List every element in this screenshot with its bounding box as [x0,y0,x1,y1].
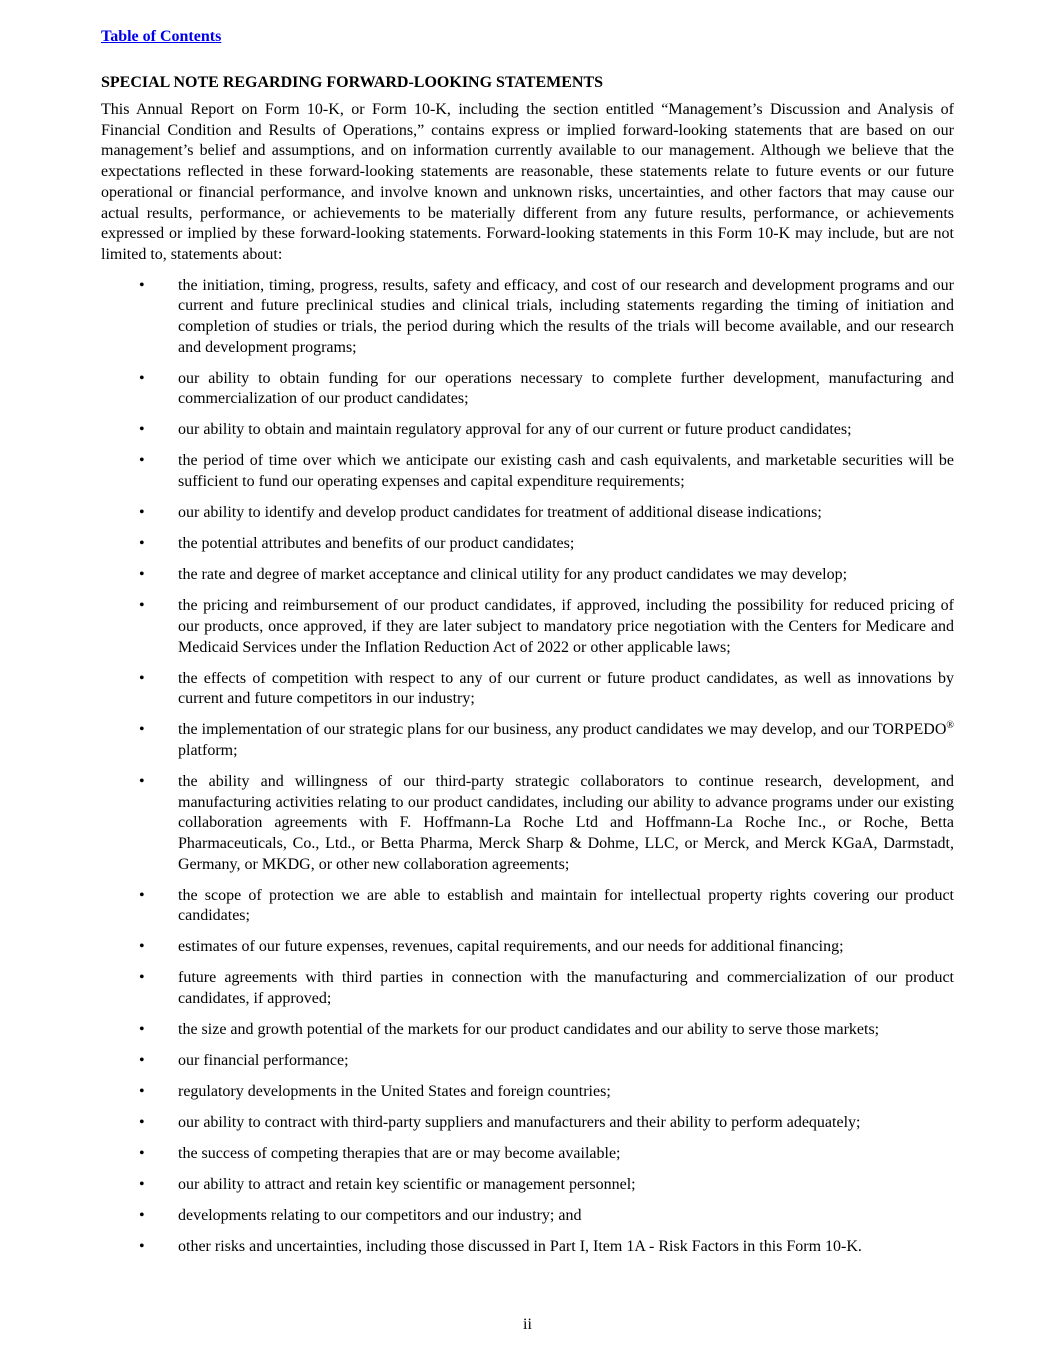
list-item-text: the success of competing therapies that are or may become available; [178,1145,621,1163]
table-of-contents-link[interactable]: Table of Contents [101,28,222,45]
list-item [101,1051,954,1072]
bullet-icon: • [139,1238,145,1256]
bullet-icon: • [139,1207,145,1225]
forward-looking-statements-list [101,276,954,1258]
list-item [101,1144,954,1165]
bullet-icon: • [139,276,145,294]
list-item-text: our ability to attract and retain key scientific or management personnel; [178,1176,636,1194]
list-item [101,968,954,1009]
section-heading: SPECIAL NOTE REGARDING FORWARD-LOOKING STATEMENTS [101,74,604,91]
list-item [101,1175,954,1196]
list-item-text-pre: the implementation of our strategic plans for our business, any product candidates we may develop, and our TORPEDO [178,721,947,739]
list-item [101,937,954,958]
bullet-icon: • [139,1114,145,1132]
list-item [101,1020,954,1041]
list-item [101,1082,954,1103]
list-item-text: the size and growth potential of the markets for our product candidates and our ability to serve those markets; [178,1021,880,1039]
page-number: ii [523,1316,532,1333]
bullet-icon: • [139,1052,145,1070]
bullet-icon: • [139,566,145,584]
bullet-icon: • [139,1021,145,1039]
list-item-text: estimates of our future expenses, revenues, capital requirements, and our needs for additional financing; [178,938,844,956]
bullet-icon: • [139,1083,145,1101]
list-item [101,451,954,492]
list-item-text: our ability to obtain funding for our operations necessary to complete further development, manufacturing and commercialization of our product candidates; [178,369,954,408]
bullet-icon: • [139,535,145,553]
bullet-icon: • [139,1145,145,1163]
list-item-text: the rate and degree of market acceptance and clinical utility for any product candidates we may develop; [178,566,848,584]
list-item [101,276,954,359]
list-item [101,420,954,441]
list-item-text: our ability to identify and develop product candidates for treatment of additional disease indications; [178,504,822,522]
list-item [101,1113,954,1134]
bullet-icon: • [139,369,145,387]
list-item-text: future agreements with third parties in connection with the manufacturing and commercialization of our product candidates, if approved; [178,969,954,1008]
list-item-text: our ability to obtain and maintain regulatory approval for any of our current or future product candidates; [178,421,852,439]
list-item [101,1206,954,1227]
list-item-text-post: platform; [178,741,238,759]
bullet-icon: • [139,721,145,739]
list-item-text: developments relating to our competitors and our industry; and [178,1207,582,1225]
bullet-icon: • [139,421,145,439]
bullet-icon: • [139,504,145,522]
intro-paragraph: This Annual Report on Form 10-K, or Form 10-K, including the section entitled “Management’s Discussion and Analysis of Financial Condition and Results of Operations,” contains express or implied forward-looking statements that are based on our management’s belief and assumptions, and on information currently available to our management. Although we believe that the expectations reflected in these forward-looking statements are reasonable, these statements relate to future events or our future operational or financial performance, and involve known and unknown risks, uncertainties, and other factors that may cause our actual results, performance, or achievements to be materially different from any future results, performance, or achievements expressed or implied by these forward-looking statements. Forward-looking statements in this Form 10-K may include, but are not limited to, statements about: [101,101,954,263]
list-item-text: the effects of competition with respect to any of our current or future product candidates, as well as innovations by current and future competitors in our industry; [178,669,954,708]
list-item-text: the ability and willingness of our third-party strategic collaborators to continue research, development, and manufacturing activities relating to our product candidates, including our ability to advance programs under our existing collaboration agreements with F. Hoffmann-La Roche Ltd and Hoffmann-La Roche Inc., or Roche, Betta Pharmaceuticals, Co., Ltd., or Betta Pharma, Merck Sharp & Dohme, LLC, or Merck, and Merck KGaA, Darmstadt, Germany, or MKDG, or other new collaboration agreements; [178,772,954,873]
list-item-text [178,721,954,759]
list-item [101,772,954,876]
bullet-icon: • [139,969,145,987]
list-item-text: the period of time over which we anticipate our existing cash and cash equivalents, and marketable securities will be sufficient to fund our operating expenses and capital expenditure requirements; [178,452,954,491]
list-item-text: the pricing and reimbursement of our product candidates, if approved, including the possibility for reduced pricing of our products, once approved, if they are later subject to mandatory price negotiation with the Centers for Medicare and Medicaid Services under the Inflation Reduction Act of 2022 or other applicable laws; [178,597,954,656]
list-item [101,669,954,710]
list-item [101,534,954,555]
bullet-icon: • [139,938,145,956]
list-item [101,369,954,410]
list-item [101,596,954,658]
list-item [101,1237,954,1258]
bullet-icon: • [139,669,145,687]
bullet-icon: • [139,597,145,615]
list-item-text: our ability to contract with third-party suppliers and manufacturers and their ability to perform adequately; [178,1114,861,1132]
bullet-icon: • [139,452,145,470]
bullet-icon: • [139,1176,145,1194]
list-item-text: other risks and uncertainties, including those discussed in Part I, Item 1A - Risk Factors in this Form 10-K. [178,1238,862,1256]
list-item-text: the scope of protection we are able to establish and maintain for intellectual property rights covering our product candidates; [178,886,954,925]
list-item [101,720,954,761]
document-page [101,26,954,1268]
list-item [101,503,954,524]
list-item [101,886,954,927]
list-item-text: the initiation, timing, progress, results, safety and efficacy, and cost of our research and development programs and our current and future preclinical studies and clinical trials, including statements regarding the timing of initiation and completion of studies or trials, the period during which the results of the trials will become available, and our research and development programs; [178,276,954,356]
bullet-icon: • [139,772,145,790]
bullet-icon: • [139,886,145,904]
list-item [101,565,954,586]
registered-mark: ® [946,720,954,732]
list-item-text: regulatory developments in the United States and foreign countries; [178,1083,611,1101]
list-item-text: our financial performance; [178,1052,349,1070]
list-item-text: the potential attributes and benefits of our product candidates; [178,535,575,553]
